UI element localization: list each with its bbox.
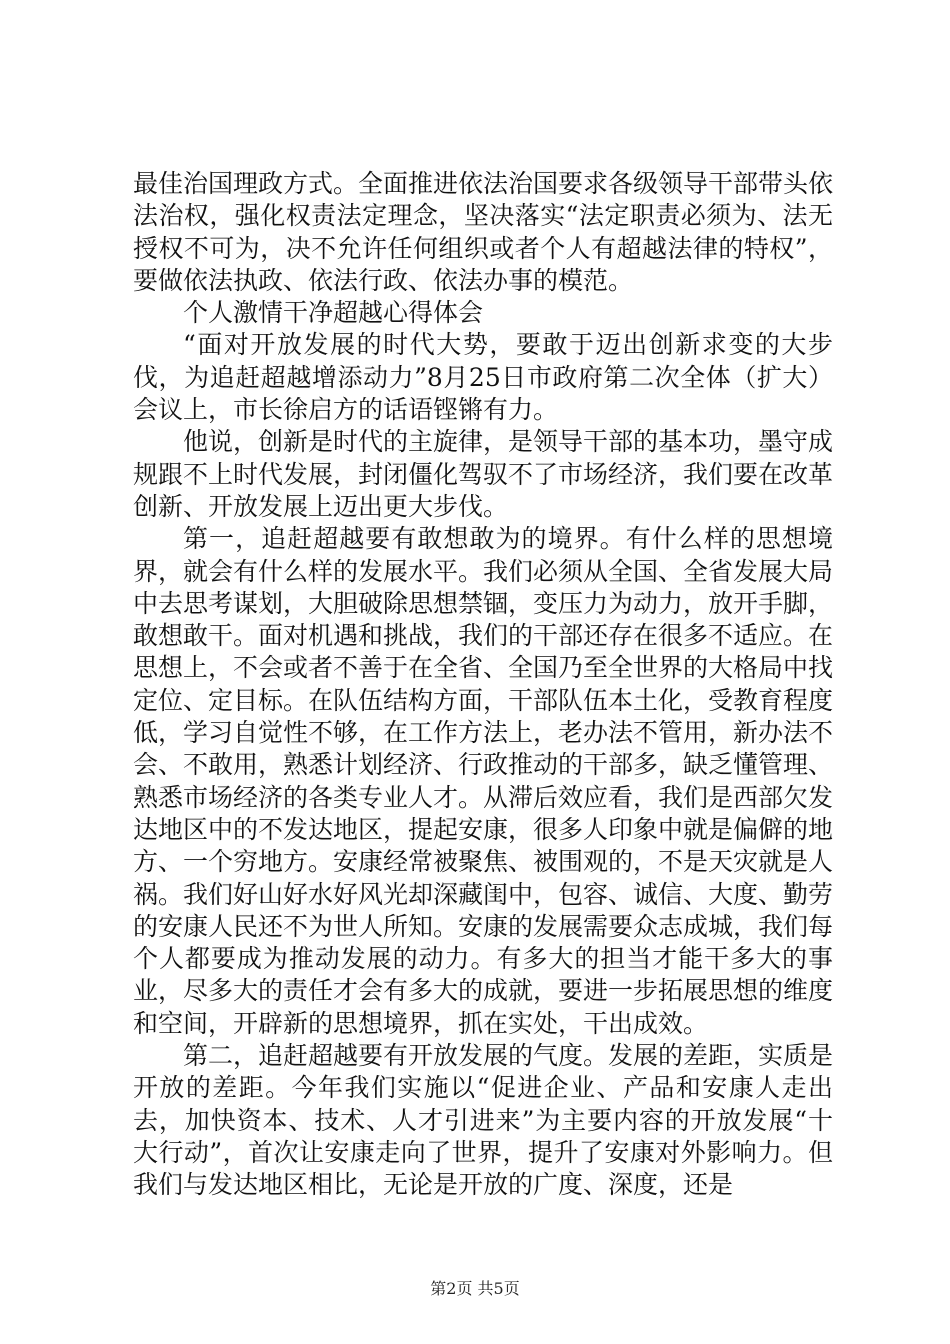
paragraph-quote: “面对开放发展的时代大势，要敢于迈出创新求变的大步伐，为追赶超越增添动力”8月25日市政府第二次全体（扩大）会议上，市长徐启方的话语铿锵有力。	[133, 330, 833, 425]
paragraph: 他说，创新是时代的主旋律，是领导干部的基本功，墨守成规跟不上时代发展，封闭僵化驾驭不了市场经济，我们要在改革创新、开放发展上迈出更大步伐。	[133, 427, 834, 521]
page-footer: 第2页 共5页	[430, 1279, 520, 1298]
paragraph-continuation: 最佳治国理政方式。全面推进依法治国要求各级领导干部带头依法治权，强化权责法定理念，坚决落实“法定职责必须为、法无授权不可为，决不允许任何组织或者个人有超越法律的特权”，要做依法执政、依法行政、依法办事的模范。	[133, 169, 834, 295]
section-heading: 个人激情干净超越心得体会	[183, 298, 484, 328]
paragraph-second-point: 第二，追赶超越要有开放发展的气度。发展的差距，实质是开放的差距。今年我们实施以“促进企业、产品和安康人走出去，加快资本、技术、人才引进来”为主要内容的开放发展“十大行动”，首次让安康走向了世界，提升了安康对外影响力。但我们与发达地区相比，无论是开放的广度、深度，还是	[133, 1041, 834, 1200]
body-text	[133, 168, 833, 1202]
paragraph-first-point: 第一，追赶超越要有敢想敢为的境界。有什么样的思想境界，就会有什么样的发展水平。我们必须从全国、全省发展大局中去思考谋划，大胆破除思想禁锢，变压力为动力，放开手脚，敢想敢干。面对机遇和挑战，我们的干部还存在很多不适应。在思想上，不会或者不善于在全省、全国乃至全世界的大格局中找定位、定目标。在队伍结构方面，干部队伍本土化，受教育程度低，学习自觉性不够，在工作方法上，老办法不管用，新办法不会、不敢用，熟悉计划经济、行政推动的干部多，缺乏懂管理、熟悉市场经济的各类专业人才。从滞后效应看，我们是西部欠发达地区中的不发达地区，提起安康，很多人印象中就是偏僻的地方、一个穷地方。安康经常被聚焦、被围观的，不是天灾就是人祸。我们好山好水好风光却深藏闺中，包容、诚信、大度、勤劳的安康人民还不为世人所知。安康的发展需要众志成城，我们每个人都要成为推动发展的动力。有多大的担当才能干多大的事业，尽多大的责任才会有多大的成就，要进一步拓展思想的维度和空间，开辟新的思想境界，抓在实处，干出成效。	[133, 524, 834, 1038]
